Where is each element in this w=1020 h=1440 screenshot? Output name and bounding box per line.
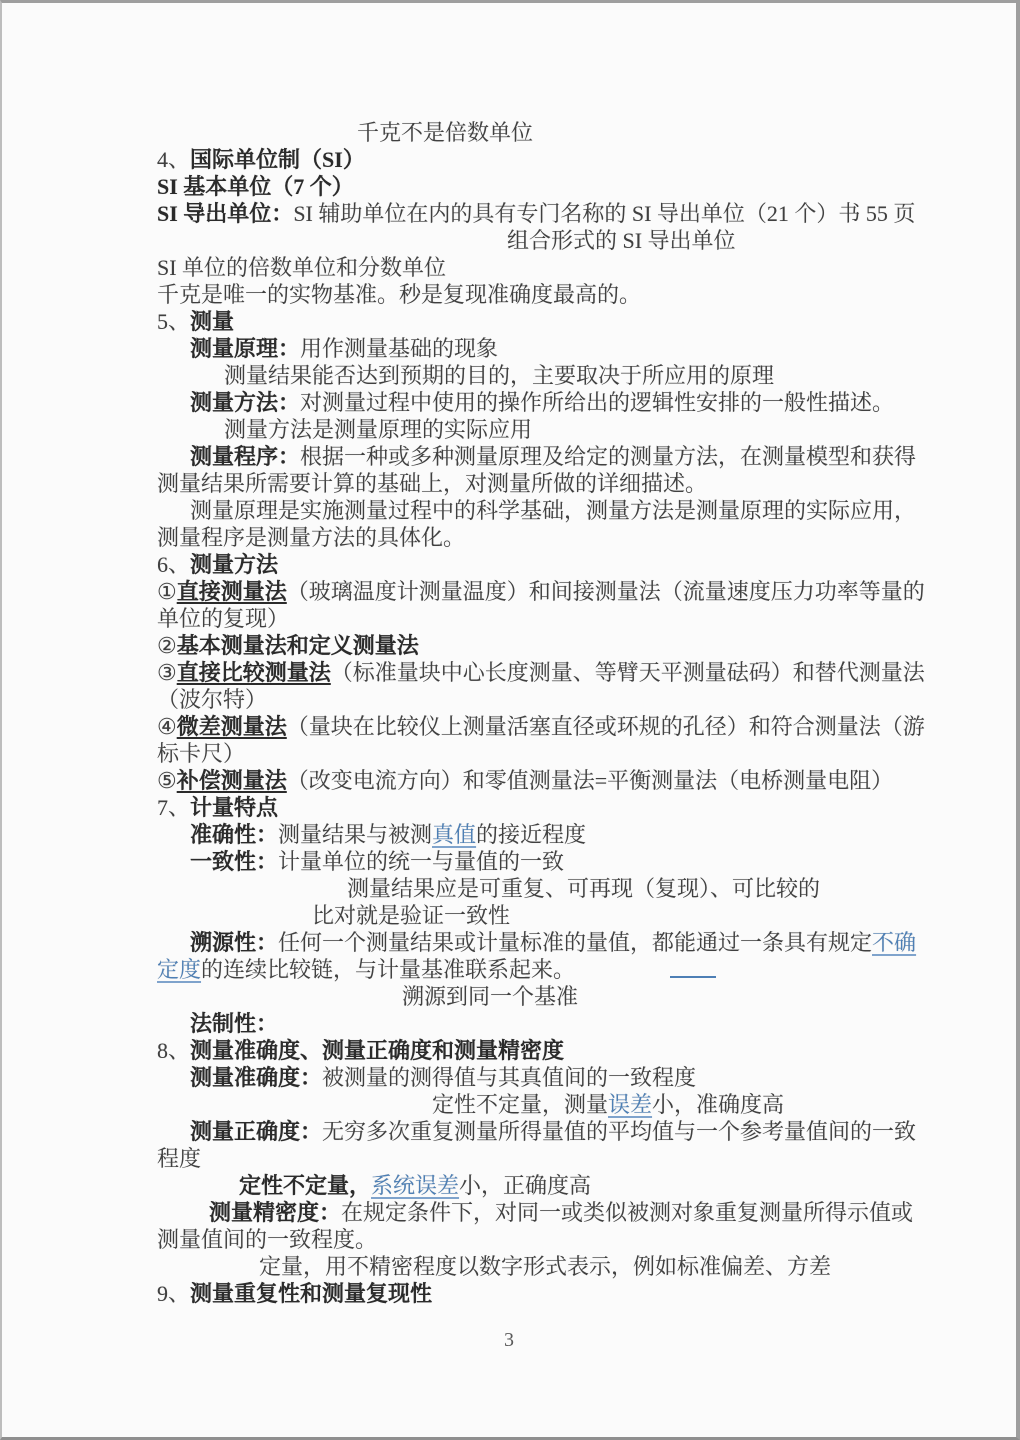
text-line: [157, 578, 1016, 605]
term-text: 直接比较测量法: [176, 660, 331, 685]
body-text: 对测量过程中使用的操作所给出的逻辑性安排的一般性描述。: [300, 390, 895, 415]
link-text: 系统误差: [371, 1173, 460, 1198]
body-text: 8、: [157, 1038, 191, 1063]
body-text: 的连续比较链，与计量基准联系起来。: [201, 957, 576, 982]
text-line: [190, 1010, 1016, 1037]
term-text: 微差测量法: [176, 714, 287, 739]
term-text: 测量正确度：: [190, 1119, 323, 1144]
body-text: SI 单位的倍数单位和分数单位: [157, 255, 447, 280]
text-line: [157, 470, 1016, 497]
text-line: [224, 416, 1016, 443]
body-text: 测量结果与被测: [278, 822, 433, 847]
term-text: SI 基本单位（7 个）: [157, 174, 354, 199]
text-line: [190, 335, 1016, 362]
text-line: [157, 632, 1016, 659]
term-text: 测量程序：: [190, 444, 301, 469]
term-text: 法制性：: [190, 1011, 279, 1036]
term-text: 测量重复性和测量复现性: [190, 1281, 433, 1306]
text-line: [259, 1253, 1016, 1280]
body-text: 测量方法是测量原理的实际应用: [224, 417, 533, 442]
body-text: 用作测量基础的现象: [300, 336, 499, 361]
text-line: [357, 119, 1016, 146]
term-text: 测量: [190, 309, 235, 334]
body-text: 任何一个测量结果或计量标准的量值，都能通过一条具有规定: [278, 930, 873, 955]
text-line: [190, 389, 1016, 416]
body-text: 测量原理是实施测量过程中的科学基础，测量方法是测量原理的实际应用，: [190, 498, 917, 523]
term-text: 测量准确度：: [190, 1065, 323, 1090]
body-text: ④: [157, 714, 177, 739]
term-text: 测量方法: [190, 552, 279, 577]
text-line: [432, 1091, 1016, 1118]
body-text: 被测量的测得值与其真值间的一致程度: [322, 1065, 697, 1090]
text-line: [157, 659, 1016, 686]
text-line: [190, 497, 1016, 524]
body-text: 测量结果能否达到预期的目的，主要取决于所应用的原理: [224, 363, 775, 388]
body-text: 4、: [157, 147, 191, 172]
body-text: 定量，用不精密程度以数字形式表示，例如标准偏差、方差: [259, 1254, 832, 1279]
term-text: 准确性：: [190, 822, 279, 847]
body-text: （量块在比较仪上测量活塞直径或环规的孔径）和符合测量法（游: [286, 714, 925, 739]
text-line: [239, 1172, 1016, 1199]
body-text: 的接近程度: [476, 822, 587, 847]
blue-underline-mark: [670, 976, 716, 978]
text-line: [224, 362, 1016, 389]
text-line: [347, 875, 1016, 902]
text-line: [157, 254, 1016, 281]
term-text: 补偿测量法: [176, 768, 287, 793]
text-line: [157, 524, 1016, 551]
body-text: 单位的复现）: [157, 606, 290, 631]
text-line: [157, 740, 1016, 767]
term-text: 定性不定量，: [239, 1173, 372, 1198]
page-number: 3: [504, 1329, 514, 1351]
term-text: 测量方法：: [190, 390, 301, 415]
body-text: 6、: [157, 552, 191, 577]
body-text: 溯源到同一个基准: [402, 984, 579, 1009]
text-line: [209, 1199, 1016, 1226]
body-text: 标卡尺）: [157, 741, 246, 766]
text-line: [157, 1145, 1016, 1172]
term-text: 测量准确度、测量正确度和测量精密度: [190, 1038, 565, 1063]
term-text: 测量精密度：: [209, 1200, 342, 1225]
link-text: 定度: [157, 957, 202, 982]
body-text: SI 辅助单位在内的具有专门名称的 SI 导出单位（21 个）书 55 页: [293, 201, 916, 226]
body-text: ①: [157, 579, 177, 604]
text-line: [402, 983, 1016, 1010]
body-text: ⑤: [157, 768, 177, 793]
text-line: [190, 848, 1016, 875]
term-text: 溯源性：: [190, 930, 279, 955]
body-text: 5、: [157, 309, 191, 334]
term-text: 基本测量法和定义测量法: [176, 633, 419, 658]
body-text: 根据一种或多种测量原理及给定的测量方法，在测量模型和获得: [300, 444, 917, 469]
body-text: 千克不是倍数单位: [357, 120, 534, 145]
term-text: 计量特点: [190, 795, 279, 820]
term-text: 直接测量法: [176, 579, 287, 604]
term-text: SI 导出单位：: [157, 201, 294, 226]
body-text: 测量值间的一致程度。: [157, 1227, 378, 1252]
text-line: [157, 281, 1016, 308]
body-text: （标准量块中心长度测量、等臂天平测量砝码）和替代测量法: [330, 660, 925, 685]
text-line: [157, 956, 1016, 983]
body-text: 7、: [157, 795, 191, 820]
term-text: 一致性：: [190, 849, 279, 874]
text-line: [157, 308, 1016, 335]
text-line: [190, 1064, 1016, 1091]
body-text: 无穷多次重复测量所得量值的平均值与一个参考量值间的一致: [322, 1119, 917, 1144]
body-text: 定性不定量，测量: [432, 1092, 609, 1117]
body-text: （改变电流方向）和零值测量法=平衡测量法（电桥测量电阻）: [286, 768, 894, 793]
document-content: [2, 119, 1016, 1307]
text-line: [157, 713, 1016, 740]
body-text: ③: [157, 660, 177, 685]
link-text: 误差: [608, 1092, 653, 1117]
text-line: [157, 1226, 1016, 1253]
text-line: [157, 146, 1016, 173]
body-text: 小，准确度高: [652, 1092, 785, 1117]
body-text: 在规定条件下，对同一或类似被测对象重复测量所得示值或: [341, 1200, 914, 1225]
link-text: 不确: [872, 930, 917, 955]
body-text: 9、: [157, 1281, 191, 1306]
text-line: [157, 1280, 1016, 1307]
text-line: [190, 443, 1016, 470]
body-text: 测量程序是测量方法的具体化。: [157, 525, 466, 550]
link-text: 真值: [432, 822, 477, 847]
text-line: [157, 200, 1016, 227]
text-line: [157, 1037, 1016, 1064]
body-text: 组合形式的 SI 导出单位: [507, 228, 736, 253]
text-line: [157, 173, 1016, 200]
text-line: [507, 227, 1016, 254]
body-text: （玻璃温度计测量温度）和间接测量法（流量速度压力功率等量的: [286, 579, 925, 604]
text-line: [157, 605, 1016, 632]
text-line: [157, 686, 1016, 713]
text-line: [190, 821, 1016, 848]
body-text: 小，正确度高: [459, 1173, 592, 1198]
text-line: [157, 767, 1016, 794]
text-line: [312, 902, 1016, 929]
text-line: [157, 794, 1016, 821]
text-line: [157, 551, 1016, 578]
body-text: （波尔特）: [157, 687, 268, 712]
term-text: 测量原理：: [190, 336, 301, 361]
body-text: 测量结果应是可重复、可再现（复现）、可比较的: [347, 876, 821, 901]
body-text: 千克是唯一的实物基准。秒是复现准确度最高的。: [157, 282, 642, 307]
text-line: [190, 1118, 1016, 1145]
text-line: [190, 929, 1016, 956]
body-text: 程度: [157, 1146, 202, 1171]
body-text: 测量结果所需要计算的基础上，对测量所做的详细描述。: [157, 471, 708, 496]
body-text: 计量单位的统一与量值的一致: [278, 849, 565, 874]
term-text: 国际单位制（SI）: [190, 147, 365, 172]
body-text: ②: [157, 633, 177, 658]
body-text: 比对就是验证一致性: [312, 903, 511, 928]
